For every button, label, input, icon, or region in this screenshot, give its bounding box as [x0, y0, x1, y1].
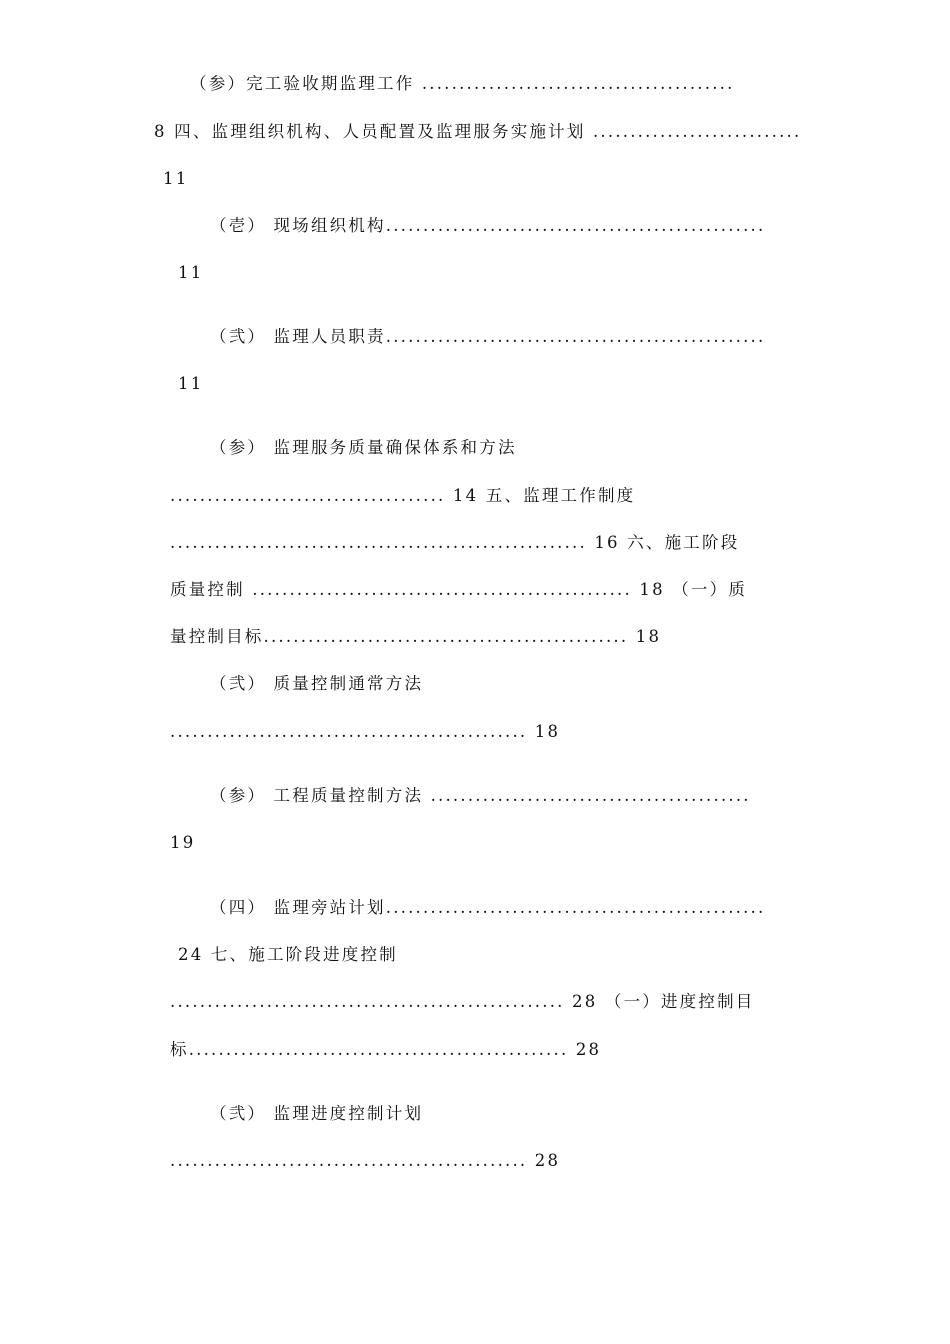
toc-line: 19: [170, 833, 196, 852]
toc-line: （弐） 质量控制通常方法: [210, 674, 424, 693]
toc-line: ........................................................ 16 六、施工阶段: [170, 533, 740, 552]
toc-line: （弐） 监理人员职责...................................................: [210, 327, 766, 346]
toc-line: ..................................................... 28 （一）进度控制目: [170, 992, 755, 1011]
toc-line: （弐） 监理进度控制计划: [210, 1104, 424, 1123]
toc-line: 8 四、监理组织机构、人员配置及监理服务实施计划 ............................: [154, 122, 802, 141]
toc-line: （壱） 现场组织机构...................................................: [210, 216, 766, 235]
toc-line: 11: [178, 374, 204, 393]
toc-line: 量控制目标................................................. 18: [170, 627, 662, 646]
toc-line: ................................................ 28: [170, 1151, 561, 1170]
toc-line: 24 七、施工阶段进度控制: [178, 945, 398, 964]
toc-line: （四） 监理旁站计划...................................................: [210, 898, 766, 917]
toc-line: （参） 工程质量控制方法 ...........................................: [210, 786, 751, 805]
toc-line: 质量控制 ................................................... 18 （一）质: [170, 580, 748, 599]
toc-line: 标................................................... 28: [170, 1040, 602, 1059]
toc-line: ..................................... 14 五、监理工作制度: [170, 486, 636, 505]
toc-line: 11: [178, 263, 204, 282]
toc-line: ................................................ 18: [170, 722, 561, 741]
toc-line: （参）完工验收期监理工作 ..........................................: [190, 74, 735, 93]
toc-line: （参） 监理服务质量确保体系和方法: [210, 438, 517, 457]
toc-line: 11: [163, 169, 189, 188]
